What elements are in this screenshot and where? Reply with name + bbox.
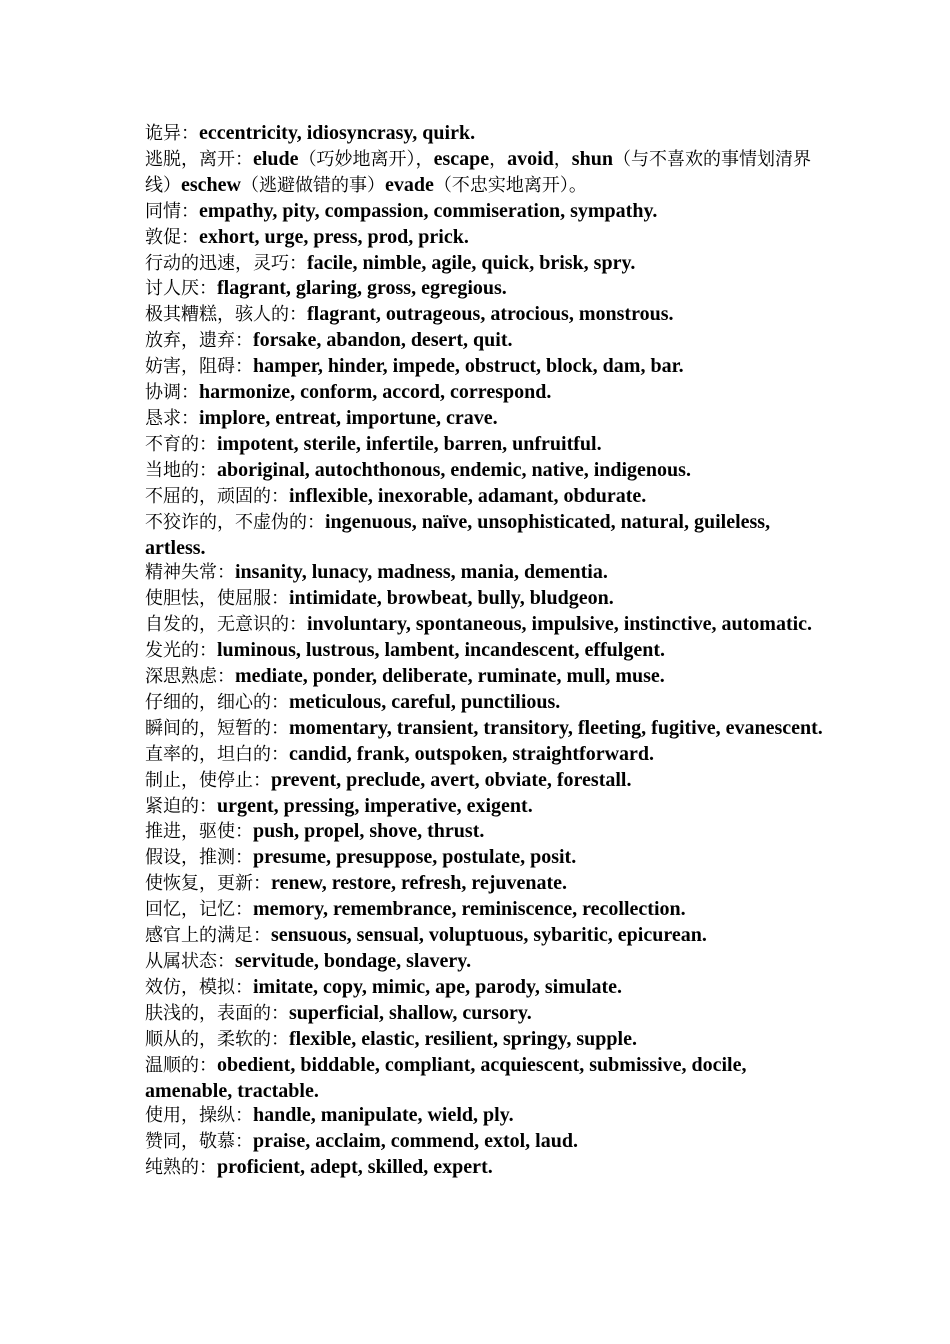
- english-synonyms: aboriginal, autochthonous, endemic, native, indigenous.: [217, 458, 691, 481]
- chinese-meaning: 讨人厌：: [145, 278, 217, 300]
- chinese-meaning: （与不喜欢的事情划清界线）: [145, 148, 811, 196]
- vocab-entry: [145, 690, 825, 716]
- english-synonyms: flagrant, outrageous, atrocious, monstrous.: [307, 303, 674, 326]
- english-synonyms: elude: [253, 147, 299, 170]
- vocab-entry: [145, 121, 825, 147]
- english-synonyms: urgent, pressing, imperative, exigent.: [217, 794, 533, 817]
- chinese-meaning: 温顺的：: [145, 1054, 217, 1076]
- english-synonyms: push, propel, shove, thrust.: [253, 820, 485, 843]
- english-synonyms: praise, acclaim, commend, extol, laud.: [253, 1130, 578, 1153]
- english-synonyms: flexible, elastic, resilient, springy, supple.: [289, 1027, 637, 1050]
- chinese-meaning: （巧妙地离开），: [298, 148, 434, 170]
- english-synonyms: handle, manipulate, wield, ply.: [253, 1104, 514, 1127]
- chinese-meaning: 妨害，阻碍：: [145, 356, 253, 378]
- vocab-entry: [145, 380, 825, 406]
- english-synonyms: empathy, pity, compassion, commiseration, sympathy.: [199, 199, 658, 222]
- vocab-entry: [145, 586, 825, 612]
- english-synonyms: forsake, abandon, desert, quit.: [253, 329, 513, 352]
- english-synonyms: luminous, lustrous, lambent, incandescent, effulgent.: [217, 639, 666, 662]
- chinese-meaning: 瞬间的，短暂的：: [145, 717, 289, 739]
- english-synonyms: flagrant, glaring, gross, egregious.: [217, 277, 507, 300]
- english-synonyms: meticulous, careful, punctilious.: [289, 690, 561, 713]
- english-synonyms: impotent, sterile, infertile, barren, unfruitful.: [217, 432, 602, 455]
- english-synonyms: hamper, hinder, impede, obstruct, block, dam, bar.: [253, 355, 684, 378]
- chinese-meaning: 肤浅的，表面的：: [145, 1002, 289, 1024]
- vocab-entry: [145, 794, 825, 820]
- english-synonyms: candid, frank, outspoken, straightforward.: [289, 742, 655, 765]
- chinese-meaning: 顺从的，柔软的：: [145, 1028, 289, 1050]
- english-synonyms: ingenuous, naïve, unsophisticated, natural, guileless, artless.: [145, 510, 771, 559]
- chinese-meaning: 同情：: [145, 200, 199, 222]
- vocab-entry: [145, 1129, 825, 1155]
- vocab-entry: [145, 199, 825, 225]
- chinese-meaning: ，: [489, 148, 508, 170]
- vocab-entry: [145, 1001, 825, 1027]
- vocab-entry: [145, 638, 825, 664]
- chinese-meaning: （不忠实地离开）。: [433, 174, 587, 196]
- chinese-meaning: 效仿，模拟：: [145, 976, 253, 998]
- chinese-meaning: 敦促：: [145, 226, 199, 248]
- vocab-entry: [145, 897, 825, 923]
- vocab-entry: [145, 1027, 825, 1053]
- vocab-entry: [145, 845, 825, 871]
- vocab-entry: [145, 949, 825, 975]
- chinese-meaning: 假设，推测：: [145, 847, 253, 869]
- vocab-entry: [145, 1053, 825, 1104]
- chinese-meaning: 不育的：: [145, 433, 217, 455]
- vocab-entry: [145, 819, 825, 845]
- english-synonyms: presume, presuppose, postulate, posit.: [253, 846, 577, 869]
- chinese-meaning: 紧迫的：: [145, 795, 217, 817]
- vocab-entry: [145, 432, 825, 458]
- vocabulary-list: [145, 121, 825, 1181]
- chinese-meaning: 恳求：: [145, 407, 199, 429]
- chinese-meaning: （逃避做错的事）: [240, 174, 385, 196]
- chinese-meaning: 使用，操纵：: [145, 1105, 253, 1127]
- chinese-meaning: 不狡诈的，不虚伪的：: [145, 511, 325, 533]
- english-synonyms: involuntary, spontaneous, impulsive, instinctive, automatic.: [307, 613, 813, 636]
- english-synonyms: exhort, urge, press, prod, prick.: [199, 225, 469, 248]
- english-synonyms: superficial, shallow, cursory.: [289, 1001, 532, 1024]
- chinese-meaning: 使恢复，更新：: [145, 873, 271, 895]
- vocab-entry: [145, 664, 825, 690]
- chinese-meaning: 极其糟糕，骇人的：: [145, 304, 307, 326]
- vocab-entry: [145, 742, 825, 768]
- vocab-entry: [145, 484, 825, 510]
- chinese-meaning: 使胆怯，使屈服：: [145, 588, 289, 610]
- chinese-meaning: 逃脱，离开：: [145, 148, 253, 170]
- english-synonyms: avoid: [507, 147, 554, 170]
- chinese-meaning: 直率的，坦白的：: [145, 743, 289, 765]
- vocab-entry: [145, 612, 825, 638]
- vocab-entry: [145, 458, 825, 484]
- vocab-entry: [145, 302, 825, 328]
- vocab-entry: [145, 1103, 825, 1129]
- english-synonyms: renew, restore, refresh, rejuvenate.: [271, 872, 568, 895]
- english-synonyms: escape: [433, 147, 490, 170]
- vocab-entry: [145, 406, 825, 432]
- chinese-meaning: ，: [553, 148, 572, 170]
- english-synonyms: momentary, transient, transitory, fleeting, fugitive, evanescent.: [289, 716, 823, 739]
- vocab-entry: [145, 251, 825, 277]
- english-synonyms: eccentricity, idiosyncrasy, quirk.: [199, 122, 476, 144]
- vocab-entry: [145, 147, 825, 199]
- english-synonyms: facile, nimble, agile, quick, brisk, spry.: [307, 251, 636, 274]
- english-synonyms: imitate, copy, mimic, ape, parody, simulate.: [253, 975, 623, 998]
- chinese-meaning: 不屈的，顽固的：: [145, 485, 289, 507]
- vocab-entry: [145, 354, 825, 380]
- english-synonyms: eschew: [181, 173, 241, 196]
- chinese-meaning: 发光的：: [145, 640, 217, 662]
- vocab-entry: [145, 975, 825, 1001]
- english-synonyms: intimidate, browbeat, bully, bludgeon.: [289, 587, 614, 610]
- chinese-meaning: 赞同，敬慕：: [145, 1131, 253, 1153]
- english-synonyms: shun: [571, 147, 613, 170]
- chinese-meaning: 自发的，无意识的：: [145, 614, 307, 636]
- vocab-entry: [145, 328, 825, 354]
- english-synonyms: harmonize, conform, accord, correspond.: [199, 381, 552, 404]
- chinese-meaning: 深思熟虑：: [145, 666, 235, 688]
- english-synonyms: memory, remembrance, reminiscence, recollection.: [253, 898, 686, 921]
- english-synonyms: proficient, adept, skilled, expert.: [217, 1156, 493, 1179]
- chinese-meaning: 行动的迅速，灵巧：: [145, 252, 307, 274]
- document-page: [145, 121, 825, 1181]
- chinese-meaning: 感官上的满足：: [145, 925, 271, 947]
- vocab-entry: [145, 716, 825, 742]
- english-synonyms: implore, entreat, importune, crave.: [199, 406, 498, 429]
- english-synonyms: insanity, lunacy, madness, mania, dementia.: [235, 561, 608, 584]
- chinese-meaning: 从属状态：: [145, 951, 235, 972]
- english-synonyms: mediate, ponder, deliberate, ruminate, mull, muse.: [235, 665, 665, 688]
- english-synonyms: evade: [384, 173, 434, 196]
- chinese-meaning: 当地的：: [145, 459, 217, 481]
- vocab-entry: [145, 225, 825, 251]
- chinese-meaning: 放弃，遗弃：: [145, 330, 253, 352]
- english-synonyms: sensuous, sensual, voluptuous, sybaritic, epicurean.: [271, 924, 707, 947]
- chinese-meaning: 制止，使停止：: [145, 769, 271, 791]
- chinese-meaning: 诡异：: [145, 123, 199, 144]
- vocab-entry: [145, 871, 825, 897]
- english-synonyms: prevent, preclude, avert, obviate, forestall.: [271, 768, 632, 791]
- chinese-meaning: 纯熟的：: [145, 1157, 217, 1179]
- vocab-entry: [145, 1155, 825, 1181]
- chinese-meaning: 精神失常：: [145, 562, 235, 584]
- english-synonyms: servitude, bondage, slavery.: [235, 950, 472, 972]
- chinese-meaning: 推进，驱使：: [145, 821, 253, 843]
- chinese-meaning: 回忆，记忆：: [145, 899, 253, 921]
- english-synonyms: obedient, biddable, compliant, acquiescent, submissive, docile, amenable, tractable.: [145, 1053, 747, 1102]
- vocab-entry: [145, 276, 825, 302]
- english-synonyms: inflexible, inexorable, adamant, obdurate.: [289, 484, 647, 507]
- chinese-meaning: 协调：: [145, 382, 199, 404]
- vocab-entry: [145, 510, 825, 561]
- vocab-entry: [145, 560, 825, 586]
- vocab-entry: [145, 923, 825, 949]
- vocab-entry: [145, 768, 825, 794]
- chinese-meaning: 仔细的，细心的：: [145, 691, 289, 713]
